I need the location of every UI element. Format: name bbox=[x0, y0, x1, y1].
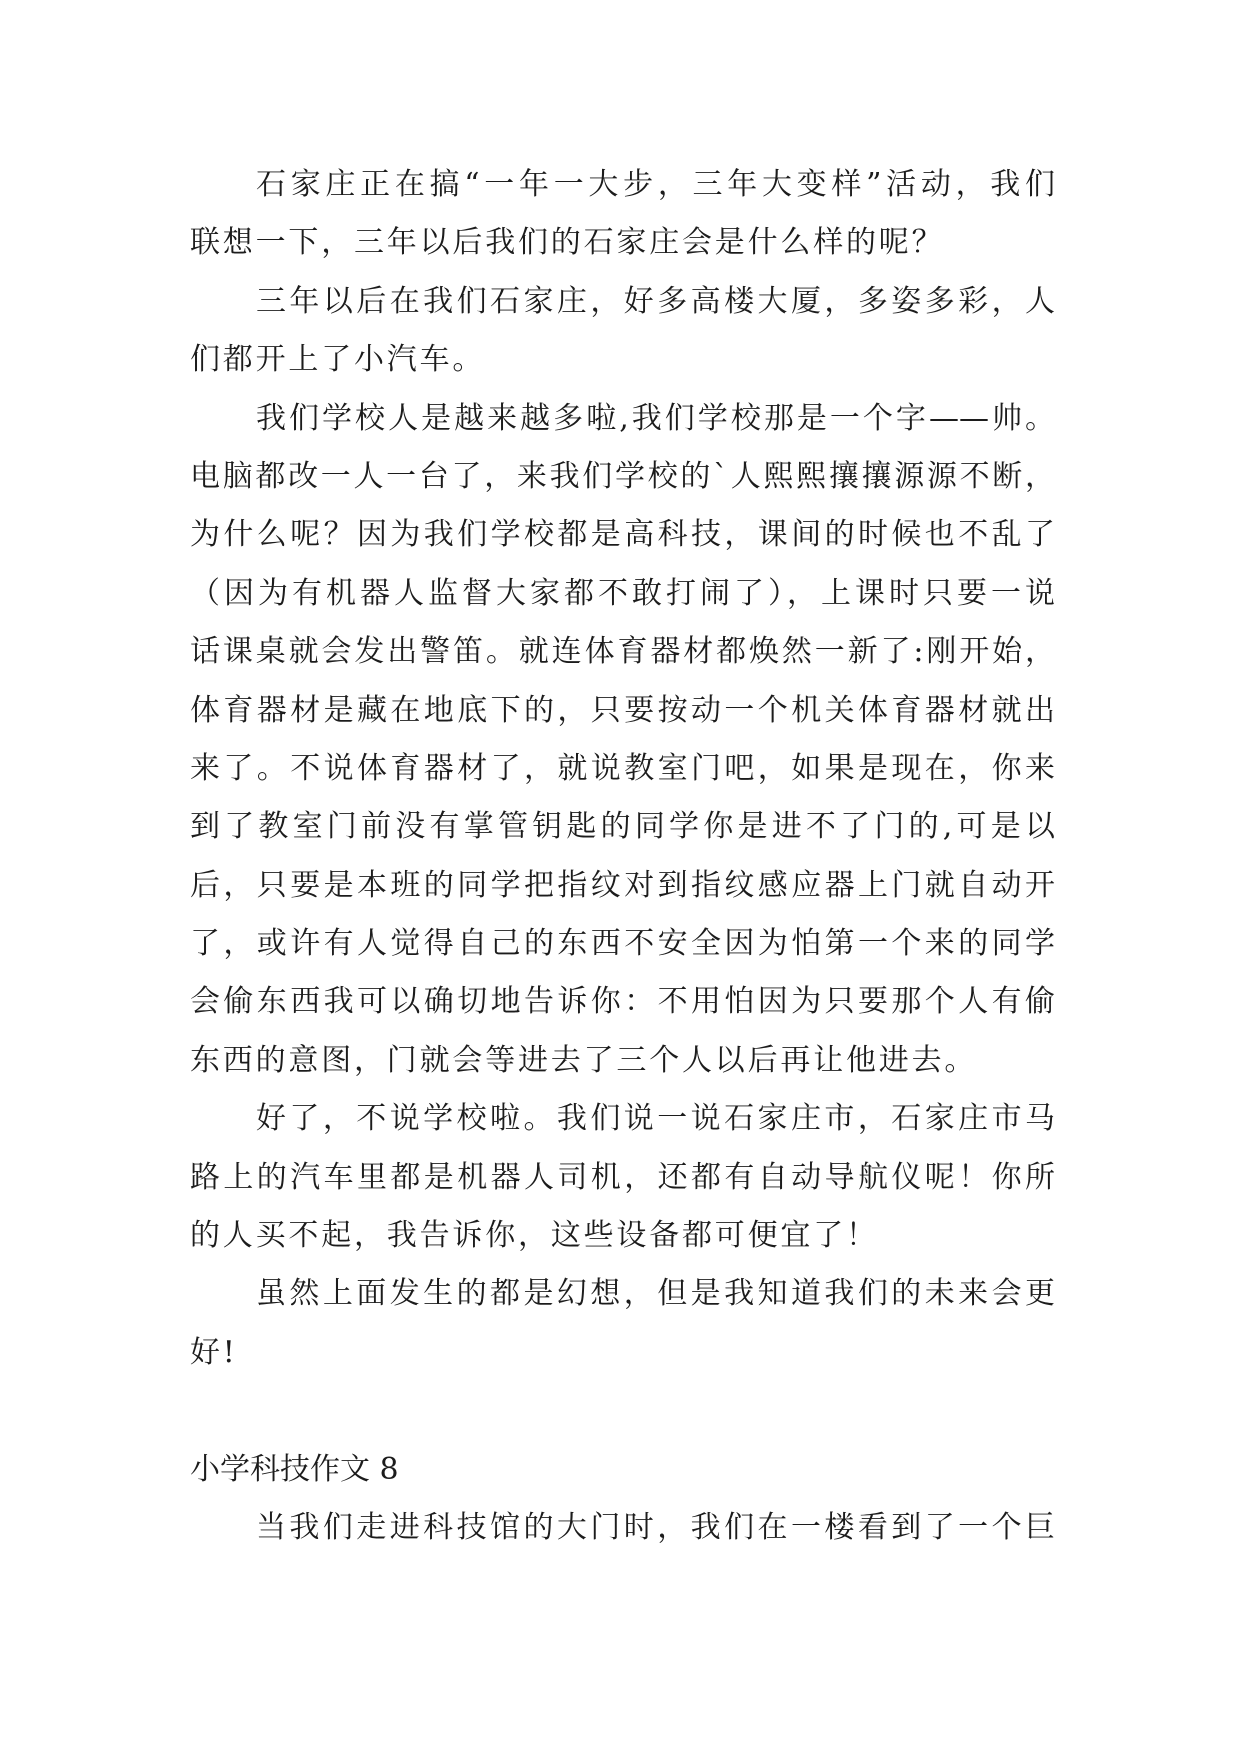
text-line: 的人买不起，我告诉你，这些设备都可便宜了！ bbox=[190, 1218, 879, 1254]
text-line: 到了教室门前没有掌管钥匙的同学你是进不了门的,可是以 bbox=[190, 809, 1055, 845]
paragraph bbox=[190, 1090, 1055, 1265]
text-line: 虽然上面发生的都是幻想，但是我知道我们的未来会更 bbox=[256, 1276, 1055, 1312]
text-line: 我们学校人是越来越多啦,我们学校那是一个字——帅。 bbox=[256, 400, 1055, 436]
text-line: 联想一下，三年以后我们的石家庄会是什么样的呢？ bbox=[190, 225, 945, 261]
paragraph bbox=[190, 273, 1055, 390]
text-line: 会偷东西我可以确切地告诉你：不用怕因为只要那个人有偷 bbox=[190, 984, 1055, 1020]
paragraph bbox=[190, 390, 1055, 1091]
spacer bbox=[190, 1382, 1055, 1440]
text-line: 东西的意图，门就会等进去了三个人以后再让他进去。 bbox=[190, 1042, 978, 1078]
essay-title: 小学科技作文 8 bbox=[190, 1451, 399, 1487]
essay-body bbox=[190, 156, 1055, 1557]
text-line: 当我们走进科技馆的大门时，我们在一楼看到了一个巨 bbox=[256, 1509, 1055, 1545]
text-line: 了，或许有人觉得自己的东西不安全因为怕第一个来的同学 bbox=[190, 926, 1055, 962]
text-line: 们都开上了小汽车。 bbox=[190, 342, 486, 378]
text-line: 电脑都改一人一台了，来我们学校的`人熙熙攘攘源源不断， bbox=[190, 458, 1055, 494]
text-line: （因为有机器人监督大家都不敢打闹了），上课时只要一说 bbox=[190, 575, 1055, 611]
text-line: 话课桌就会发出警笛。就连体育器材都焕然一新了:刚开始， bbox=[190, 634, 1055, 670]
text-line: 好! bbox=[190, 1334, 238, 1370]
text-line: 三年以后在我们石家庄，好多高楼大厦，多姿多彩，人 bbox=[256, 283, 1055, 319]
paragraph bbox=[190, 1499, 1055, 1557]
text-line: 为什么呢？因为我们学校都是高科技，课间的时候也不乱了 bbox=[190, 517, 1055, 553]
text-line: 体育器材是藏在地底下的，只要按动一个机关体育器材就出 bbox=[190, 692, 1055, 728]
text-line: 后，只要是本班的同学把指纹对到指纹感应器上门就自动开 bbox=[190, 867, 1055, 903]
text-line: 好了，不说学校啦。我们说一说石家庄市，石家庄市马 bbox=[256, 1101, 1055, 1137]
paragraph bbox=[190, 156, 1055, 273]
text-line: 路上的汽车里都是机器人司机，还都有自动导航仪呢！你所 bbox=[190, 1159, 1055, 1195]
paragraph bbox=[190, 1265, 1055, 1382]
text-line: 石家庄正在搞“一年一大步，三年大变样”活动，我们 bbox=[256, 167, 1055, 202]
text-line: 来了。不说体育器材了，就说教室门吧，如果是现在，你来 bbox=[190, 750, 1055, 786]
